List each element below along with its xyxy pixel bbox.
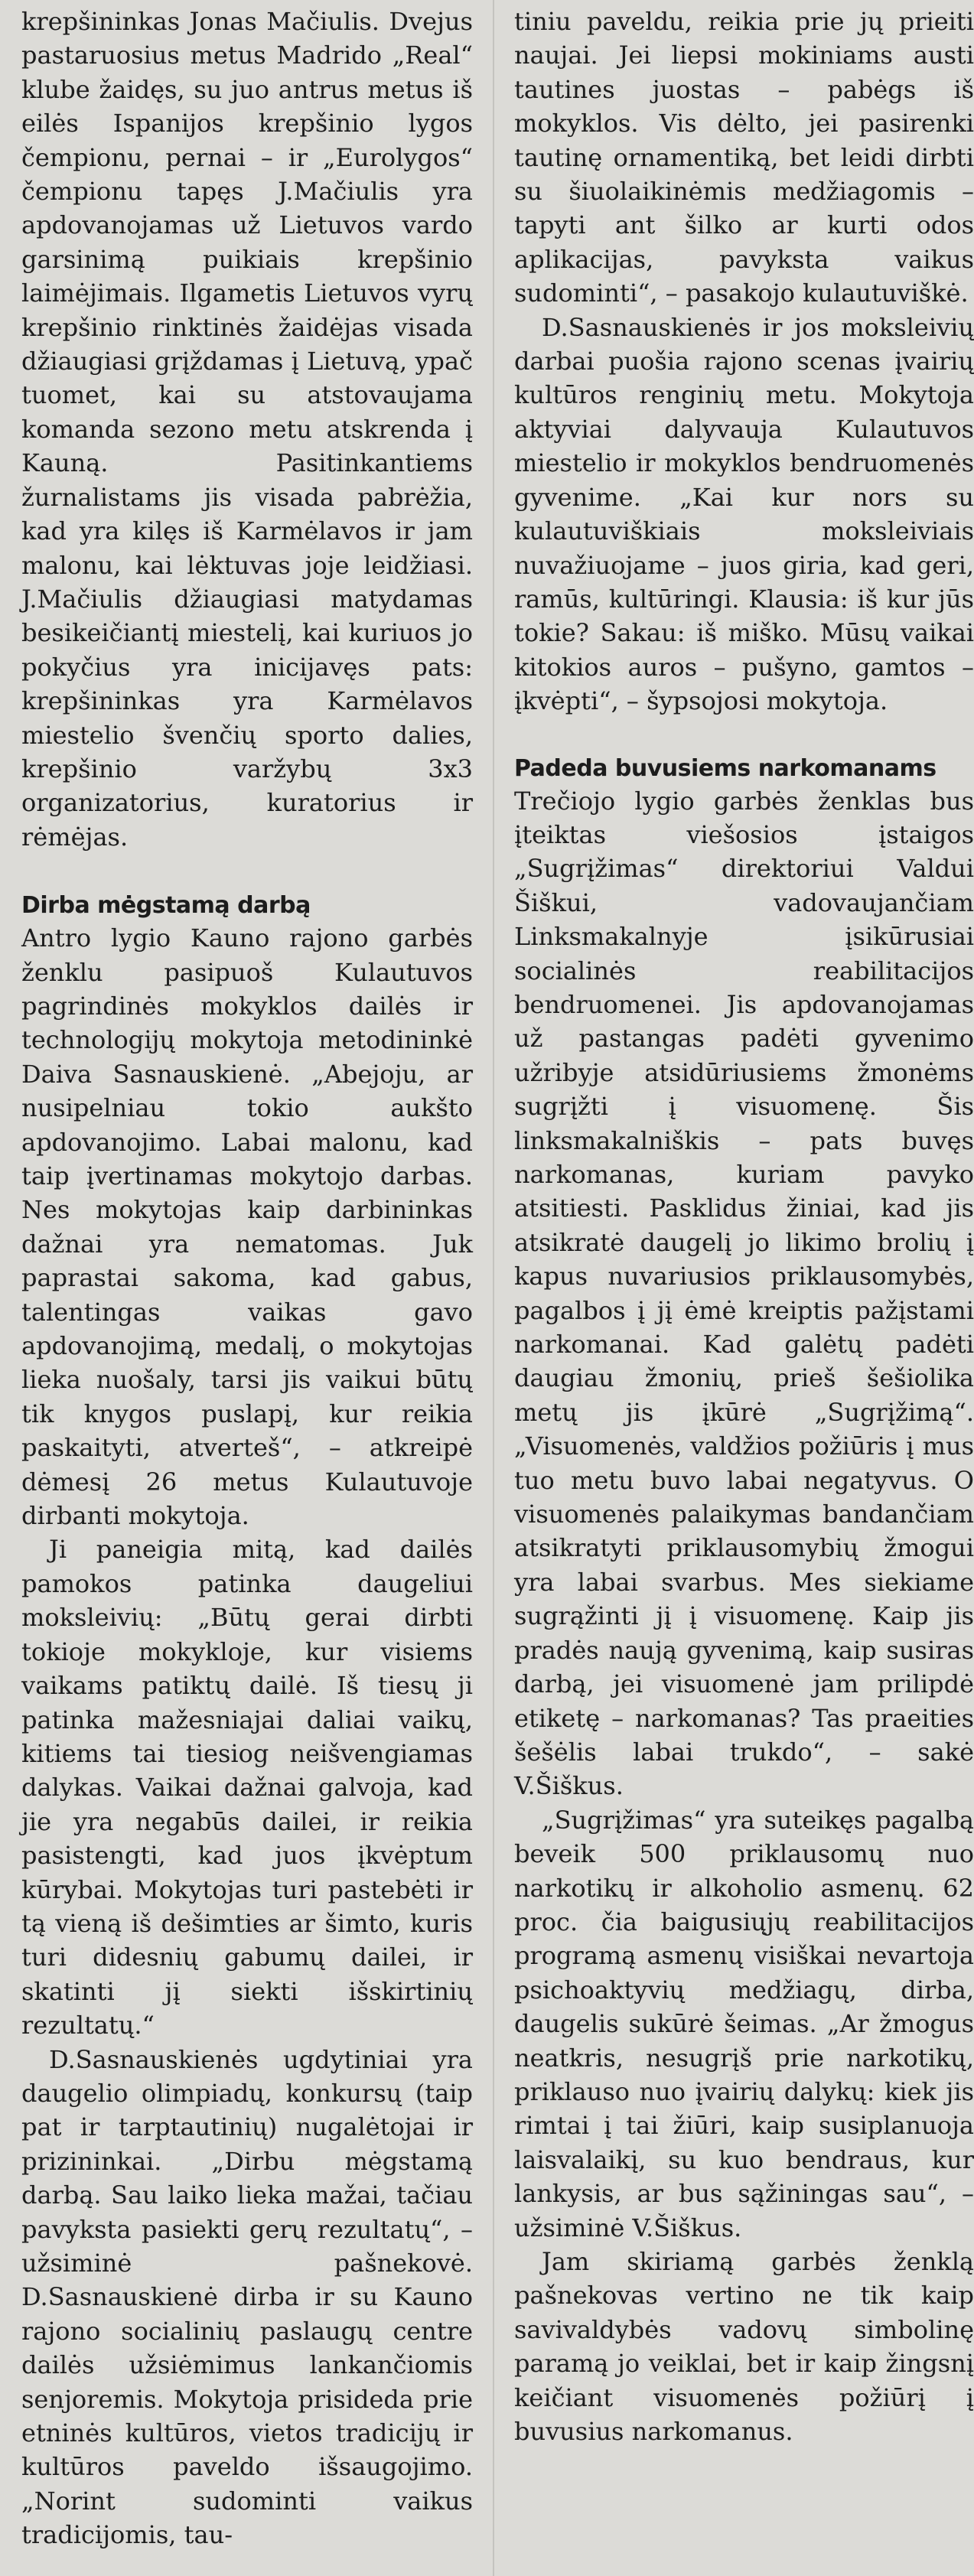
article-paragraph: Ji paneigia mitą, kad dailės pamokos patinka daugeliui moksleivių: „Būtų gerai dirbti tokioje mokykloje, kur visiems vaikams patiktų dailė. Iš tiesų ji patinka mažesniajai daliai vaikų, kitiems tai tiesiog neišvengiamas dalykas. Vaikai dažnai galvoja, kad jie yra negabūs dailei, ir reikia pasistengti, kad juos įkvėptum kūrybai. Mokytojas turi pastebėti ir tą vieną iš dešimties ar šimto, kuris turi didesnių gabumų dailei, ir skatinti jį siekti išskirtinių rezultatų.“ <box>21 1535 473 2040</box>
left-column <box>21 0 473 2552</box>
section-heading: Dirba mėgstamą darbą <box>21 892 311 920</box>
article-paragraph: „Sugrįžimas“ yra suteikęs pagalbą beveik 500 priklausomų nuo narkotikų ir alkoholio asmenų. 62 proc. čia baigusiųjų reabilitacijos programą asmenų visiškai nevartoja psichoaktyvių medžiagų, dirba, daugelis sukūrė šeimas. „Ar žmogus neatkris, nesugrįš prie narkotikų, priklauso nuo įvairių dalykų: kiek jis rimtai į tai žiūri, kaip susiplanuoja laisvalaikį, su kuo bendraus, kur lankysis, ar bus sąžiningas sau“, – užsiminė V.Šiškus. <box>514 1805 974 2242</box>
article-paragraph: D.Sasnauskienės ir jos moksleivių darbai puošia rajono scenas įvairių kultūros renginių metu. Mokytoja aktyviai dalyvauja Kulautuvos miestelio ir mokyklos bendruomenės gyvenime. „Kai kur nors su kulautuviškiais moksleiviais nuvažiuojame – juos giria, kad geri, ramūs, kultūringi. Klausia: iš kur jūs tokie? Sakau: iš miško. Mūsų vaikai kitokios auros – pušyno, gamtos – įkvėpti“, – šypsojosi mokytoja. <box>514 312 974 716</box>
right-column <box>514 0 974 2448</box>
article-paragraph: tiniu paveldu, reikia prie jų prieiti naujai. Jei liepsi mokiniams austi tautines juostas – pabėgs iš mokyklos. Vis dėlto, jei pasirenki tautinę ornamentiką, bet leidi dirbti su šiuolaikinėmis medžiagomis – tapyti ant šilko ar kurti odos aplikacijas, pavyksta vaikus sudominti“, – pasakojo kulautuviškė. <box>514 7 974 308</box>
article-paragraph: krepšininkas Jonas Mačiulis. Dvejus pastaruosius metus Madrido „Real“ klube žaidęs, su juo antrus metus iš eilės Ispanijos krepšinio lygos čempionu, pernai – ir „Eurolygos“ čempionu tapęs J.Mačiulis yra apdovanojamas už Lietuvos vardo garsinimą puikiais krepšinio laimėjimais. Ilgametis Lietuvos vyrų krepšinio rinktinės žaidėjas visada džiaugiasi grįždamas į Lietuvą, ypač tuomet, kai su atstovaujama komanda sezono metu atskrenda į Kauną. Pasitinkantiems žurnalistams jis visada pabrėžia, kad yra kilęs iš Karmėlavos ir jam malonu, kai lėktuvas joje leidžiasi. J.Mačiulis džiaugiasi matydamas besikeičiantį miestelį, kai kuriuos jo pokyčius yra inicijavęs pats: krepšininkas yra Karmėlavos miestelio švenčių sporto dalies, krepšinio varžybų 3x3 organizatorius, kuratorius ir rėmėjas. <box>21 7 473 852</box>
article-paragraph: Jam skiriamą garbės ženklą pašnekovas vertino ne tik kaip savivaldybės vadovų simbolinę paramą jo veiklai, bet ir kaip žingsnį keičiant visuomenės požiūrį į buvusius narkomanus. <box>514 2247 974 2447</box>
article-paragraph: D.Sasnauskienės ugdytiniai yra daugelio olimpiadų, konkursų (taip pat ir tarptautinių) nugalėtojai ir prizininkai. „Dirbu mėgstamą darbą. Sau laiko lieka mažai, tačiau pavyksta pasiekti gerų rezultatų“, – užsiminė pašnekovė. D.Sasnauskienė dirba ir su Kauno rajono socialinių paslaugų centre dailės užsiėmimus lankančiomis senjoremis. Mokytoja prisideda prie etninės kultūros, vietos tradicijų ir kultūros paveldo išsaugojimo. „Norint sudominti vaikus tradicijomis, tau- <box>21 2044 473 2550</box>
section-heading: Padeda buvusiems narkomanams <box>514 754 937 782</box>
article-paragraph: Antro lygio Kauno rajono garbės ženklu pasipuoš Kulautuvos pagrindinės mokyklos dailės ir technologijų mokytoja metodininkė Daiva Sasnauskienė. „Abejoju, ar nusipelniau tokio aukšto apdovanojimo. Labai malonu, kad taip įvertinamas mokytojo darbas. Nes mokytojas kaip darbininkas dažnai yra nematomas. Juk paprastai sakoma, kad gabus, talentingas vaikas gavo apdovanojimą, medalį, o mokytojas lieka nuošaly, tarsi jis vaikui būtų tik knygos puslapį, kur reikia paskaityti, atverteš“, – atkreipė dėmesį 26 metus Kulautuvoje dirbanti mokytoja. <box>21 923 473 1531</box>
column-divider <box>493 0 494 2576</box>
article-paragraph: Trečiojo lygio garbės ženklas bus įteiktas viešosios įstaigos „Sugrįžimas“ direktoriui Valdui Šiškui, vadovaujančiam Linksmakalnyje įsikūrusiai socialinės reabilitacijos bendruomenei. Jis apdovanojamas už pastangas padėti gyvenimo užribyje atsidūriusiems žmonėms sugrįžti į visuomenę. Šis linksmakalniškis – pats buvęs narkomanas, kuriam pavyko atsitiesti. Pasklidus žiniai, kad jis atsikratė daugelį jo likimo brolių į kapus nuvariusios priklausomybės, pagalbos į jį ėmė kreiptis pažįstami narkomanai. Kad galėtų padėti daugiau žmonių, prieš šešiolika metų jis įkūrė „Sugrįžimą“. „Visuomenės, valdžios požiūris į mus tuo metu buvo labai negatyvus. O visuomenės palaikymas bandančiam atsikratyti priklausomybių žmogui yra labai svarbus. Mes siekiame sugrąžinti jį į visuomenę. Kaip jis pradės naują gyvenimą, kaip susiras darbą, jei visuomenė jam prilipdė etiketę – narkomanas? Tas praeities šešėlis labai trukdo“, – sakė V.Šiškus. <box>514 786 974 1801</box>
